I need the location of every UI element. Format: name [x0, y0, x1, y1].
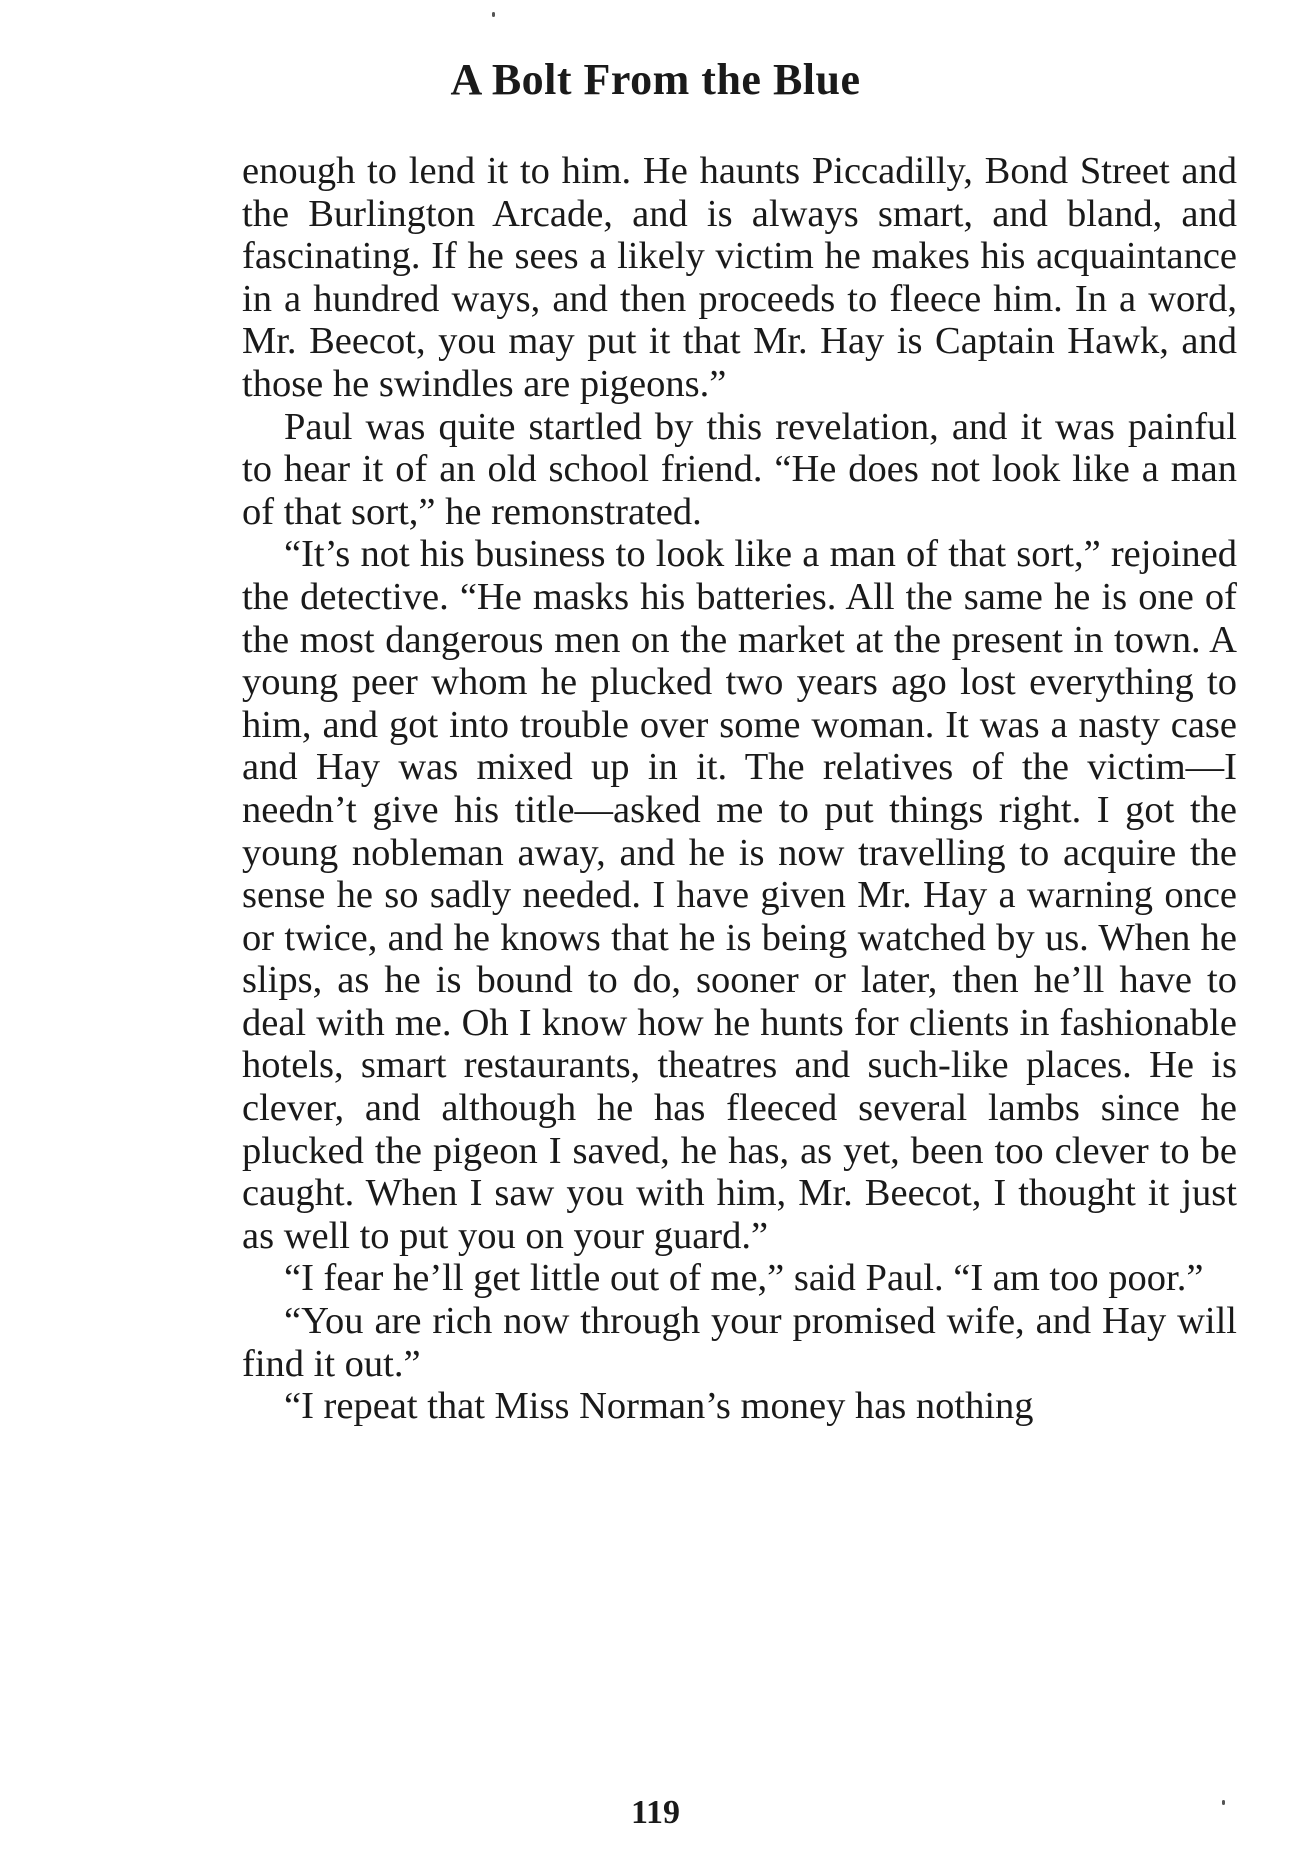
print-speck [492, 12, 495, 17]
paragraph: enough to lend it to him. He haunts Piccadilly, Bond Street and the Burlington Arcade, and is always smart, and bland, and fascinating. If he sees a likely victim he makes his acquaintance in a hundred ways, and then proceeds to fleece him. In a word, Mr. Beecot, you may put it that Mr. Hay is Captain Hawk, and those he swindles are pigeons.” [242, 150, 1237, 405]
print-speck [1222, 1800, 1225, 1805]
body-text [242, 150, 1237, 1428]
paragraph: “I repeat that Miss Norman’s money has nothing [284, 1385, 1034, 1428]
page-number: 119 [630, 1794, 681, 1831]
paragraph: Paul was quite startled by this revelation, and it was painful to hear it of an old school friend. “He does not look like a man of that sort,” he remonstrated. [242, 405, 1237, 533]
paragraph: “I fear he’ll get little out of me,” said Paul. “I am too poor.” [284, 1257, 1204, 1300]
paragraph: “It’s not his business to look like a man of that sort,” rejoined the detective. “He masks his batteries. All the same he is one of the most dangerous men on the market at the present in town. A young peer whom he plucked two years ago lost everything to him, and got into trouble over some woman. It was a nasty case and Hay was mixed up in it. The relatives of the victim—I needn’t give his title—asked me to put things right. I got the young nobleman away, and he is now travelling to acquire the sense he so sadly needed. I have given Mr. Hay a warning once or twice, and he knows that he is being watched by us. When he slips, as he is bound to do, sooner or later, then he’ll have to deal with me. Oh I know how he hunts for clients in fashionable hotels, smart restaurants, theatres and such-like places. He is clever, and although he has fleeced several lambs since he plucked the pigeon I saved, he has, as yet, been too clever to be caught. When I saw you with him, Mr. Beecot, I thought it just as well to put you on your guard.” [242, 533, 1237, 1257]
paragraph: “You are rich now through your promised wife, and Hay will find it out.” [242, 1300, 1237, 1385]
running-head: A Bolt From the Blue [450, 55, 861, 104]
